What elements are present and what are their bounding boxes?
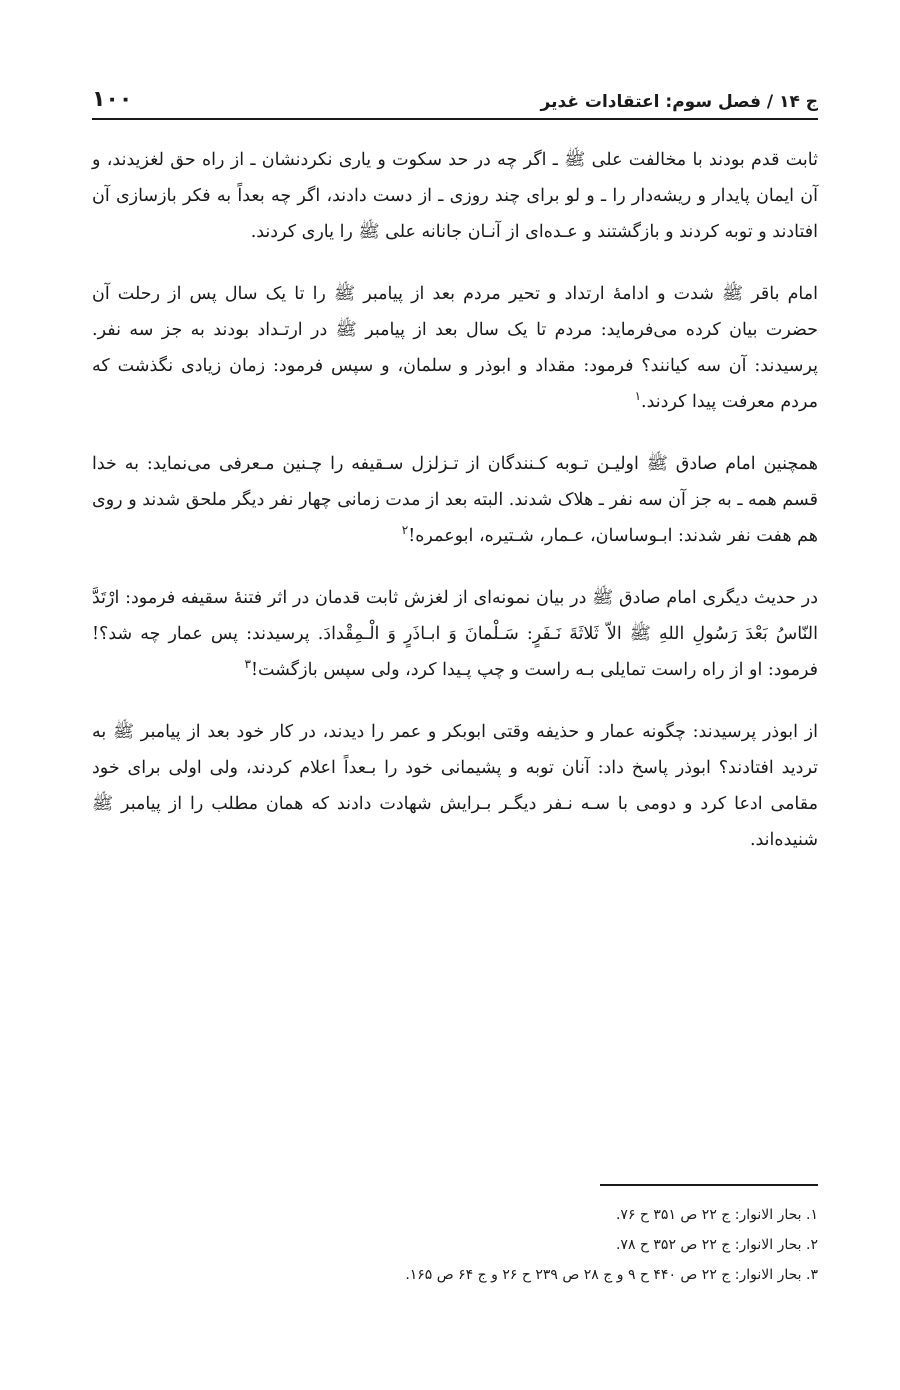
footnote: ۱. بحار الانوار: ج ۲۲ ص ۳۵۱ ح ۷۶. — [615, 1207, 818, 1223]
footnote: ۲. بحار الانوار: ج ۲۲ ص ۳۵۲ ح ۷۸. — [615, 1237, 818, 1253]
paragraph — [92, 446, 818, 554]
paragraph-text: ثابت قدم بودند با مخالفت علی ﷺ ـ اگر چه در حد سکوت و یاری نکردنشان ـ از راه حق لغزیدند، و آن ایمان پایدار و ریشه‌دار را ـ و لو برای چند روزی ـ از دست دادند، اگر چه بعداً به فکر بازسازی آن افتادند و توبه کردند و بازگشتند و عـده‌ای از آنـان جانانه علی ﷺ را یاری کردند. — [92, 150, 818, 242]
paragraph — [92, 580, 818, 688]
paragraph-text: در حدیث دیگری امام صادق ﷺ در بیان نمونه‌ای از لغزش ثابت قدمان در اثر فتنهٔ سقیفه فرمود: ارْتَدَّ النّاسُ بَعْدَ رَسُولِ اللهِ ﷺ الاّ ثَلاثَةَ نَـفَرٍ: سَـلْمانَ وَ ابـاذَرٍ وَ الْـمِقْدادَ. پرسیدند: پس عمار چه شد؟! فرمود: او از راه راست تمایلی بـه راست و چپ پـیدا کرد، ولی سپس بازگشت! — [92, 588, 818, 680]
paragraph — [92, 276, 818, 420]
footnotes — [92, 1200, 818, 1290]
paragraph — [92, 714, 818, 858]
main-text — [92, 142, 818, 884]
running-title: ج ۱۴ / فصل سوم: اعتقادات غدیر — [540, 92, 818, 112]
page-header — [92, 78, 818, 120]
footnote-ref[interactable]: ۱ — [634, 389, 642, 404]
paragraph — [92, 142, 818, 250]
page-number: ۱۰۰ — [92, 87, 133, 112]
footnote-ref[interactable]: ۲ — [401, 523, 409, 538]
paragraph-text: امام باقر ﷺ شدت و ادامهٔ ارتداد و تحیر مردم بعد از پیامبر ﷺ را تا یک سال پس از رحلت آن حضرت بیان کرده می‌فرماید: مردم تا یک سال بعد از پیامبر ﷺ در ارتـداد بودند به جز سه نفر. پرسیدند: آن سه کیانند؟ فرمود: مقداد و ابوذر و سلمان، و سپس فرمود: زمان زیادی نگذشت که مردم معرفت پیدا کردند. — [92, 284, 818, 412]
footnote-divider — [600, 1184, 818, 1186]
paragraph-text: همچنین امام صادق ﷺ اولیـن تـوبه کـنندگان از تـزلزل سـقیفه را چـنین مـعرفی می‌نماید: به خدا قسم همه ـ به جز آن سه نفر ـ هلاک شدند. البته بعد از مدت زمانی چهار نفر دیگر ملحق شدند و روی هم هفت نفر شدند: ابـوساسان، عـمار، شـتیره، ابوعمره! — [92, 454, 818, 546]
paragraph-text: از ابوذر پرسیدند: چگونه عمار و حذیفه وقتی ابوبکر و عمر را دیدند، در کار خود بعد از پیامبر ﷺ به تردید افتادند؟ ابوذر پاسخ داد: آنان توبه و پشیمانی خود را بـعداً اعلام کردند، ولی اولی برای خود مقامی ادعا کرد و دومی با سـه نـفر دیگـر بـرایش شهادت دادند که همان مطلب را از پیامبر ﷺ شنیده‌اند. — [92, 722, 818, 850]
footnote-ref[interactable]: ۳ — [244, 657, 251, 672]
footnote: ۳. بحار الانوار: ج ۲۲ ص ۴۴۰ ح ۹ و ج ۲۸ ص ۲۳۹ ح ۲۶ و ج ۶۴ ص ۱۶۵. — [405, 1267, 818, 1283]
document-page — [92, 0, 818, 1390]
